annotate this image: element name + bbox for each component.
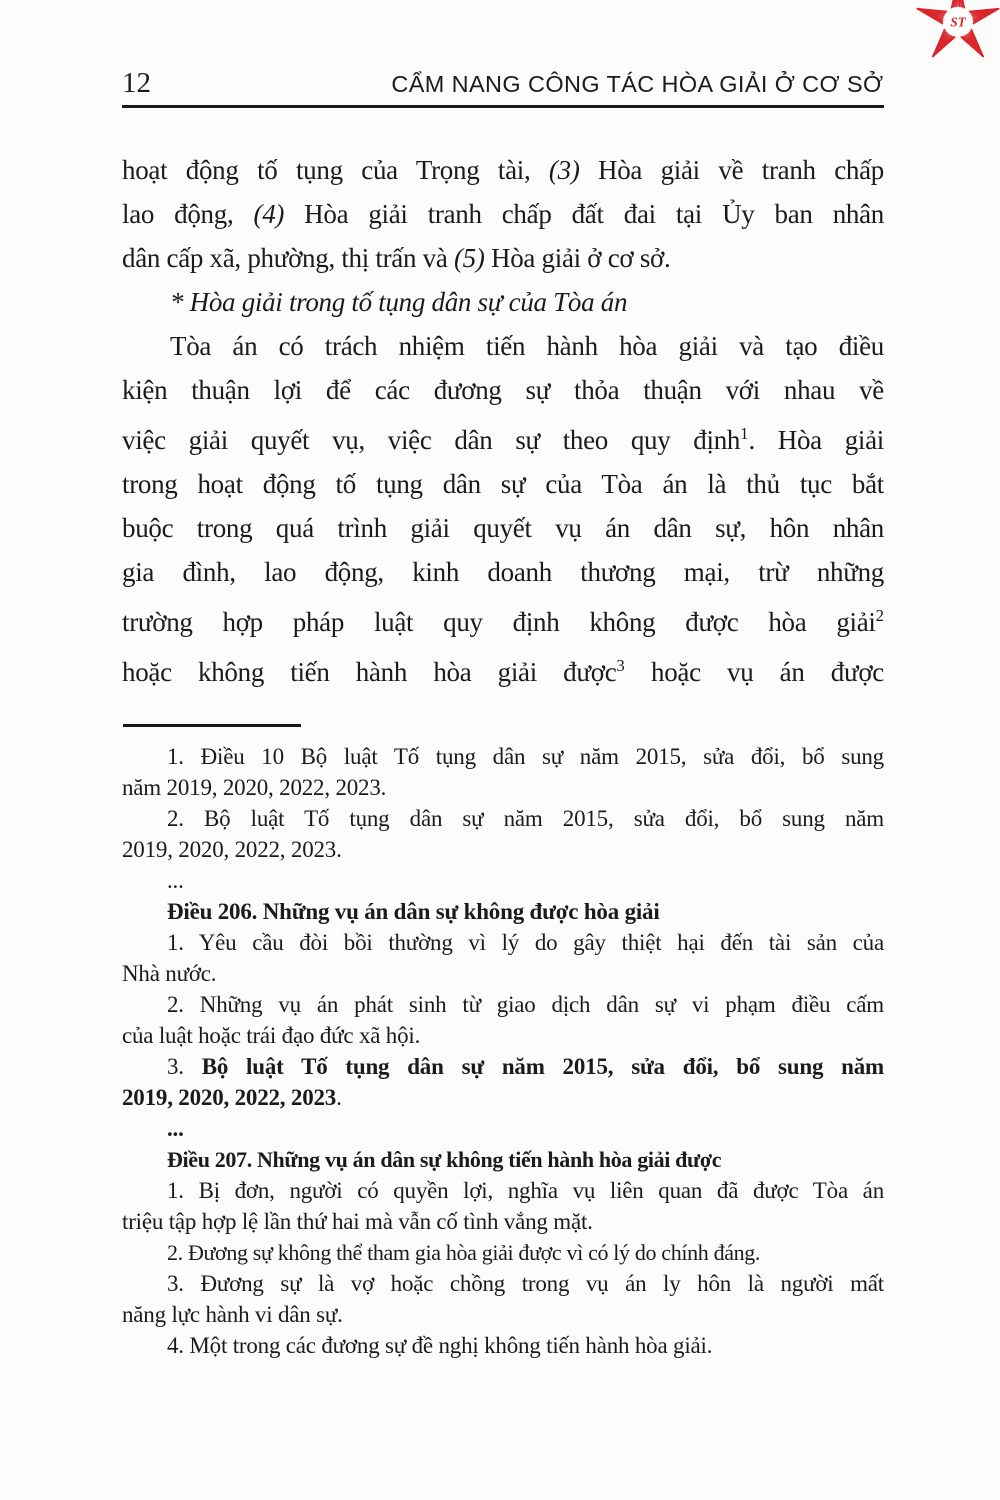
text-line: việc giải quyết vụ, việc dân sự theo quy định$^1$. Hòa giải <box>122 424 884 455</box>
paragraph <box>122 1330 884 1361</box>
footnote-separator <box>123 724 301 727</box>
body-text <box>122 148 884 694</box>
paragraph <box>122 1051 884 1113</box>
text-line: hoặc không tiến hành hòa giải được$^3$ hoặc vụ án được <box>122 656 884 687</box>
text-line: * Hòa giải trong tố tụng dân sự của Tòa án <box>170 287 628 317</box>
publisher-star-logo-icon <box>911 0 1000 67</box>
text-line: 2019, 2020, 2022, 2023. <box>122 837 342 862</box>
paragraph <box>122 1237 884 1268</box>
text-line: năm 2019, 2020, 2022, 2023. <box>122 775 387 800</box>
paragraph <box>122 927 884 989</box>
footnotes <box>122 741 884 1361</box>
text-line: 4. Một trong các đương sự đề nghị không tiến hành hòa giải. <box>167 1333 713 1358</box>
text-line: 1. Điều 10 Bộ luật Tố tụng dân sự năm 2015, sửa đổi, bổ sung <box>167 744 884 769</box>
paragraph <box>122 865 884 896</box>
text-line: của luật hoặc trái đạo đức xã hội. <box>122 1023 421 1048</box>
text-line: 1. Bị đơn, người có quyền lợi, nghĩa vụ liên quan đã được Tòa án <box>167 1178 884 1203</box>
text-line: dân cấp xã, phường, thị trấn và (5) Hòa giải ở cơ sở. <box>122 243 671 273</box>
paragraph <box>122 896 884 927</box>
text-line: năng lực hành vi dân sự. <box>122 1302 343 1327</box>
paragraph <box>122 148 884 280</box>
text-line: gia đình, lao động, kinh doanh thương mại, trừ những <box>122 557 884 587</box>
svg-text:ST: ST <box>950 14 966 30</box>
text-line: 2. Những vụ án phát sinh từ giao dịch dân sự vi phạm điều cấm <box>167 992 884 1017</box>
text-line: triệu tập hợp lệ lần thứ hai mà vẫn cố tình vắng mặt. <box>122 1209 593 1234</box>
paragraph <box>122 280 884 324</box>
text-line: trong hoạt động tố tụng dân sự của Tòa án là thủ tục bắt <box>122 469 884 499</box>
text-line: Nhà nước. <box>122 961 217 986</box>
text-line: 2019, 2020, 2022, 2023. <box>122 1085 342 1110</box>
paragraph <box>122 989 884 1051</box>
page-number: 12 <box>122 67 151 99</box>
paragraph <box>122 324 884 694</box>
text-line: Điều 206. Những vụ án dân sự không được hòa giải <box>167 899 660 924</box>
text-line: trường hợp pháp luật quy định không được hòa giải$^2$ <box>122 606 884 637</box>
text-line: 2. Đương sự không thể tham gia hòa giải được vì có lý do chính đáng. <box>167 1240 761 1265</box>
text-line: Điều 207. Những vụ án dân sự không tiến hành hòa giải được <box>167 1147 722 1172</box>
running-header <box>122 68 884 108</box>
paragraph <box>122 1113 884 1144</box>
text-line: lao động, (4) Hòa giải tranh chấp đất đai tại Ủy ban nhân <box>122 199 884 229</box>
text-line: ... <box>167 868 184 893</box>
paragraph <box>122 741 884 803</box>
paragraph <box>122 1144 884 1175</box>
text-line: buộc trong quá trình giải quyết vụ án dân sự, hôn nhân <box>122 513 884 543</box>
paragraph <box>122 1175 884 1237</box>
page-content <box>122 148 884 1361</box>
text-line: kiện thuận lợi để các đương sự thỏa thuận với nhau về <box>122 375 884 405</box>
text-line: 2. Bộ luật Tố tụng dân sự năm 2015, sửa đổi, bổ sung năm <box>167 806 884 831</box>
text-line: ... <box>167 1116 184 1141</box>
text-line: hoạt động tố tụng của Trọng tài, (3) Hòa giải về tranh chấp <box>122 155 884 185</box>
text-line: 3. Bộ luật Tố tụng dân sự năm 2015, sửa đổi, bổ sung năm <box>167 1054 884 1079</box>
paragraph <box>122 803 884 865</box>
paragraph <box>122 1268 884 1330</box>
text-line: 1. Yêu cầu đòi bồi thường vì lý do gây thiệt hại đến tài sản của <box>167 930 884 955</box>
text-line: Tòa án có trách nhiệm tiến hành hòa giải và tạo điều <box>170 331 884 361</box>
text-line: 3. Đương sự là vợ hoặc chồng trong vụ án ly hôn là người mất <box>167 1271 884 1296</box>
running-title: CẨM NANG CÔNG TÁC HÒA GIẢI Ở CƠ SỞ <box>391 71 884 97</box>
